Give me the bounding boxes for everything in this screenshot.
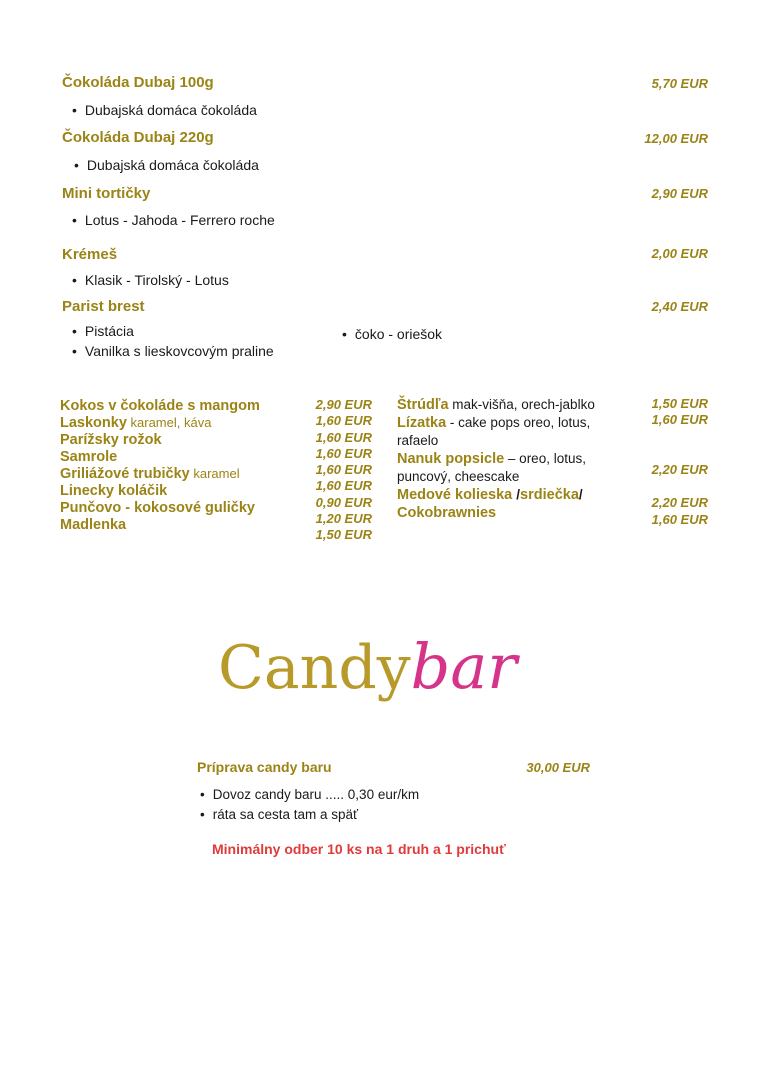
- item-price: 12,00 EUR: [644, 131, 708, 146]
- service-title: Príprava candy baru: [197, 759, 332, 775]
- right-product-list: [397, 396, 627, 522]
- item-title: Čokoláda Dubaj 220g: [62, 129, 214, 146]
- item-price: 5,70 EUR: [651, 76, 708, 91]
- item-title: Parist brest: [62, 298, 145, 315]
- item-title: Mini tortičky: [62, 185, 151, 202]
- item-bullet: • Dubajská domáca čokoláda: [74, 157, 259, 173]
- list-item: Kokos v čokoláde s mangom: [60, 398, 260, 414]
- item-bullet: • Lotus - Jahoda - Ferrero roche: [72, 212, 275, 228]
- list-price: 2,20 EUR: [651, 495, 708, 510]
- service-price: 30,00 EUR: [526, 760, 590, 775]
- list-price: 2,20 EUR: [651, 462, 708, 477]
- item-price: 2,90 EUR: [651, 186, 708, 201]
- list-item: Štrúdľa mak-višňa, orech-jablko: [397, 397, 595, 413]
- minimum-order-note: Minimálny odber 10 ks na 1 druh a 1 prichuť: [212, 841, 506, 857]
- list-item: Cokobrawnies: [397, 505, 497, 521]
- list-price: 1,60 EUR: [315, 413, 372, 429]
- list-item: Laskonky karamel, káva: [60, 415, 212, 431]
- list-item: Medové kolieska /srdiečka/: [397, 487, 583, 503]
- candy-bar-logo: [218, 630, 517, 703]
- list-price: 1,60 EUR: [315, 462, 372, 478]
- list-price: 0,90 EUR: [315, 494, 372, 510]
- list-price: 1,60 EUR: [651, 512, 708, 527]
- item-bullet: • Dubajská domáca čokoláda: [72, 102, 257, 118]
- item-title: Krémeš: [62, 246, 118, 263]
- service-bullet: • ráta sa cesta tam a späť: [200, 807, 358, 822]
- list-item: Samrole: [60, 449, 118, 465]
- item-title: Čokoláda Dubaj 100g: [62, 74, 214, 91]
- list-item: Punčovo - kokosové guličky: [60, 500, 255, 516]
- item-bullet: • Pistácia: [72, 323, 134, 339]
- item-price: 2,40 EUR: [651, 299, 708, 314]
- list-item: Linecky koláčik: [60, 483, 168, 499]
- list-price: 1,20 EUR: [315, 511, 372, 527]
- list-price: 1,50 EUR: [651, 396, 708, 411]
- item-bullet: • Vanilka s lieskovcovým praline: [72, 343, 274, 359]
- logo-bar-text: bar: [410, 630, 517, 703]
- item-price: 2,00 EUR: [651, 246, 708, 261]
- list-price: 1,60 EUR: [315, 478, 372, 494]
- list-price: 1,60 EUR: [315, 445, 372, 461]
- item-bullet: • čoko - oriešok: [342, 326, 442, 342]
- list-item: Nanuk popsicle – oreo, lotus, puncový, cheescake: [397, 451, 586, 484]
- logo-candy-text: Candy: [218, 633, 411, 703]
- list-item: Lízatka - cake pops oreo, lotus, rafaelo: [397, 415, 591, 448]
- list-price: 1,60 EUR: [315, 429, 372, 445]
- list-price: 1,60 EUR: [651, 412, 708, 427]
- left-price-column: [296, 397, 372, 544]
- list-item: Madlenka: [60, 517, 127, 533]
- item-bullet: • Klasik - Tirolský - Lotus: [72, 272, 229, 288]
- list-price: 1,50 EUR: [315, 527, 372, 543]
- left-product-list: [60, 397, 305, 533]
- service-bullet: • Dovoz candy baru ..... 0,30 eur/km: [200, 787, 419, 802]
- list-price: 2,90 EUR: [315, 397, 372, 412]
- list-item: Griliážové trubičky karamel: [60, 466, 240, 482]
- list-item: Parížsky rožok: [60, 432, 162, 448]
